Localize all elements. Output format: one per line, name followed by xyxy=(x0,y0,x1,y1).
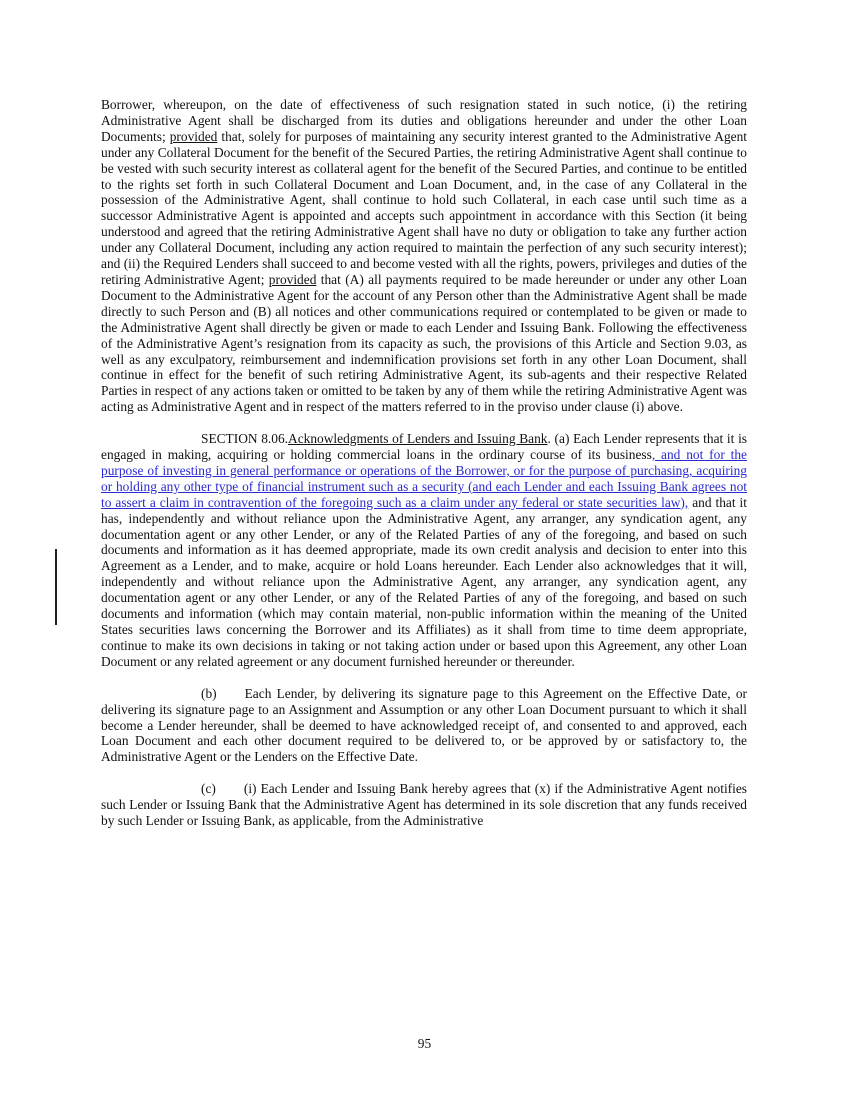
section-number: SECTION 8.06. xyxy=(201,431,289,447)
paragraph-b-label: (b) xyxy=(201,685,217,701)
provided-term-1: provided xyxy=(169,128,218,144)
paragraph-resignation xyxy=(101,97,747,415)
provided-term-2: provided xyxy=(268,271,317,287)
paragraph-1-text-b: that, solely for purposes of maintaining any security interest granted to the Administrative Agent under any Collateral Document for the benefit of the Secured Parties, the retiring Administrative Agent shall continue to be vested with such security interest as collateral agent for the benefit of the Secured Parties, and continue to be entitled to the rights set forth in such Collateral Document and Loan Document, and, in the case of any Collateral in the possession of the Administrative Agent, shall continue to hold such Collateral, in each case until such time as a successor Administrative Agent is appointed and accepts such appointment in accordance with this Section (it being understood and agreed that the retiring Administrative Agent shall have no duty or obligation to take any further action under any Collateral Document, including any action required to maintain the perfection of any such security interest); and (ii) the Required Lenders shall succeed to and become vested with all the rights, powers, privileges and duties of the retiring Administrative Agent; xyxy=(101,128,747,287)
paragraph-c-text: (i) Each Lender and Issuing Bank hereby agrees that (x) if the Administrative Agent notifies such Lender or Issuing Bank that the Administrative Agent has determined in its sole discretion that any funds received by such Lender or Issuing Bank, as applicable, from the Administrative xyxy=(101,781,747,829)
paragraph-b xyxy=(101,686,747,766)
change-bar xyxy=(55,549,57,625)
paragraph-c xyxy=(101,781,747,829)
page-number: 95 xyxy=(417,1036,432,1051)
paragraph-1-text-c: that (A) all payments required to be made hereunder or under any other Loan Document to the Administrative Agent for the account of any Person other than the Administrative Agent shall be made directly to such Person and (B) all notices and other communications required or contemplated to be given or made to the Administrative Agent shall directly be given or made to each Lender and Issuing Bank. Following the effectiveness of the Administrative Agent’s resignation from its capacity as such, the provisions of this Article and Section 9.03, as well as any exculpatory, reimbursement and indemnification provisions set forth in any other Loan Document, shall continue in effect for the benefit of such retiring Administrative Agent, its sub-agents and their respective Related Parties in respect of any actions taken or omitted to be taken by any of them while the retiring Administrative Agent was acting as Administrative Agent and in respect of the matters referred to in the proviso under clause (i) above. xyxy=(101,271,747,415)
section-806-text-rest: and that it has, independently and without reliance upon the Administrative Agent, any arranger, any syndication agent, any documentation agent or any other Lender, or any of the Related Parties of any of the foregoing, and based on such documents and information as it has deemed appropriate, made its own credit analysis and decision to enter into this Agreement as a Lender, and to make, acquire or hold Loans hereunder. Each Lender also acknowledges that it will, independently and without reliance upon the Administrative Agent, any arranger, any syndication agent, any documentation agent or any other Lender, or any of the Related Parties of any of the foregoing, and based on such documents and information (which may contain material, non-public information within the meaning of the United States securities laws concerning the Borrower and its Affiliates) as it shall from time to time deem appropriate, continue to make its own decisions in taking or not taking action under or based upon this Agreement, any other Loan Document or any related agreement or any document furnished hereunder or thereunder. xyxy=(101,494,747,669)
inserted-text: , and not for the purpose of investing in general performance or operations of the Borrower, or for the purpose of purchasing, acquiring or holding any other type of financial instrument such as a security (and each Lender and each Issuing Bank agrees not to assert a claim in contravention of the foregoing such as a claim under any federal or state securities law), xyxy=(101,447,747,510)
paragraph-c-label: (c) xyxy=(201,781,216,797)
section-heading: Acknowledgments of Lenders and Issuing Bank xyxy=(288,431,548,447)
section-806-after-heading: . (a) Each Lender represents that it is engaged in making, acquiring or holding commercial loans in the ordinary course of its business xyxy=(101,431,748,463)
section-8-06-paragraph-a xyxy=(101,431,747,670)
paragraph-b-text: Each Lender, by delivering its signature page to this Agreement on the Effective Date, or delivering its signature page to an Assignment and Assumption or any other Loan Document pursuant to which it shall become a Lender hereunder, shall be deemed to have acknowledged receipt of, and consented to and approved, each Loan Document and each other document required to be delivered to, or be approved by or satisfactory to, the Administrative Agent or the Lenders on the Effective Date. xyxy=(101,685,747,765)
paragraph-1-text-a: Borrower, whereupon, on the date of effectiveness of such resignation stated in such notice, (i) the retiring Administrative Agent shall be discharged from its duties and obligations hereunder and under the other Loan Documents; xyxy=(101,97,747,144)
document-page xyxy=(101,97,747,829)
